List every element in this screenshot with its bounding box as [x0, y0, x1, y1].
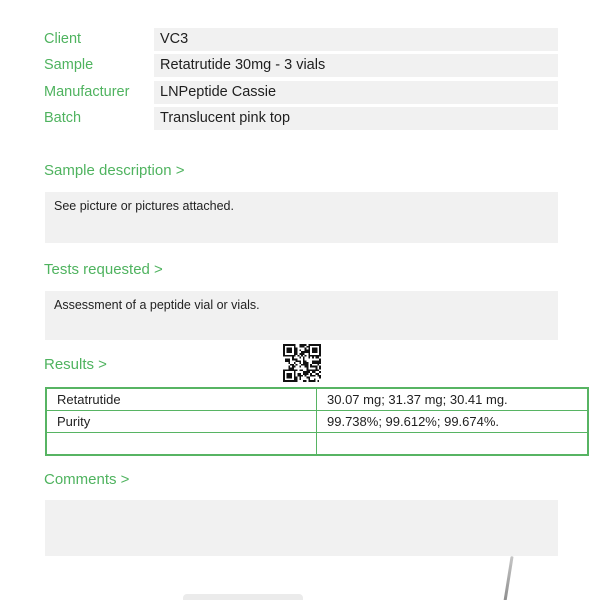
- table-row: [46, 433, 588, 456]
- field-value-manufacturer: LNPeptide Cassie: [154, 81, 558, 104]
- result-value: 99.738%; 99.612%; 99.674%.: [317, 411, 589, 433]
- qr-code-icon: [283, 344, 321, 382]
- section-title-tests-requested: Tests requested >: [44, 261, 163, 278]
- tests-requested-box: Assessment of a peptide vial or vials.: [45, 291, 558, 340]
- field-label-sample: Sample: [44, 57, 94, 73]
- field-label-batch: Batch: [44, 110, 82, 126]
- field-value-sample: Retatrutide 30mg - 3 vials: [154, 54, 558, 77]
- result-name: Purity: [46, 411, 317, 433]
- field-label-manufacturer: Manufacturer: [44, 84, 130, 100]
- pen-graphic: [503, 556, 513, 600]
- partial-button[interactable]: [183, 594, 303, 600]
- result-value: 30.07 mg; 31.37 mg; 30.41 mg.: [317, 388, 589, 411]
- field-value-batch: Translucent pink top: [154, 107, 558, 130]
- section-title-comments: Comments >: [44, 471, 130, 488]
- result-value: [317, 433, 589, 456]
- sample-description-box: See picture or pictures attached.: [45, 192, 558, 243]
- field-label-client: Client: [44, 31, 82, 47]
- result-name: Retatrutide: [46, 388, 317, 411]
- table-row: [46, 411, 588, 433]
- field-value-client: VC3: [154, 28, 558, 51]
- table-row: [46, 388, 588, 411]
- section-title-results: Results >: [44, 356, 107, 373]
- comments-box: [45, 500, 558, 556]
- results-table: [45, 387, 589, 456]
- section-title-sample-description: Sample description >: [44, 162, 185, 179]
- result-name: [46, 433, 317, 456]
